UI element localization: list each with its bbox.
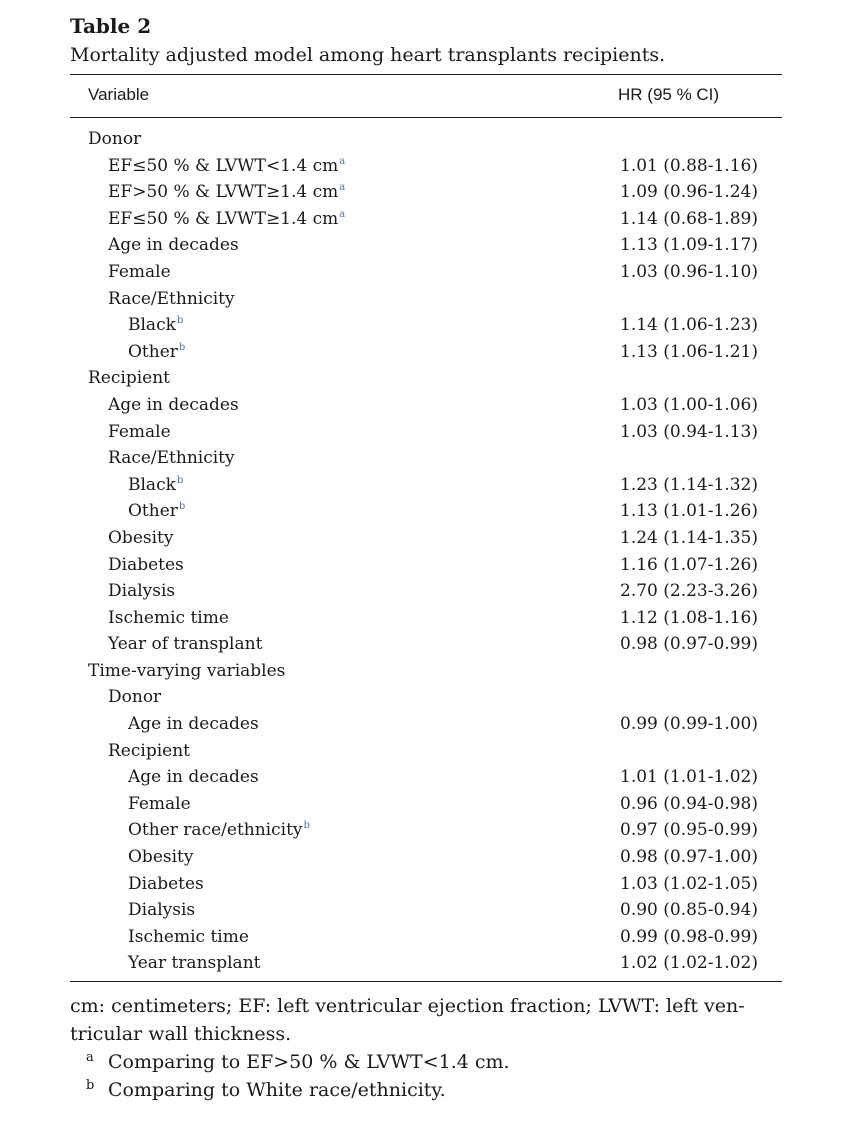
row-label-text: Ischemic time [108, 607, 229, 628]
table-row [70, 498, 782, 525]
table-row [70, 764, 782, 791]
row-label [128, 312, 183, 338]
row-label-text: Donor [88, 129, 142, 149]
footnotes [70, 1048, 782, 1104]
table-row [70, 552, 782, 579]
row-label-text: Age in decades [128, 714, 259, 735]
footnote-text: Comparing to EF>50 % & LVWT<1.4 cm. [108, 1051, 510, 1073]
table-container [70, 12, 782, 1104]
footnote-marker: b [178, 501, 186, 513]
row-hr-value: 0.96 (0.94-0.98) [620, 793, 758, 814]
row-label-text: Year of transplant [108, 634, 263, 655]
row-label-text: Obesity [108, 527, 174, 548]
row-hr-value: 1.13 (1.06-1.21) [620, 341, 758, 362]
row-hr-value: 1.23 (1.14-1.32) [620, 474, 758, 495]
row-label-text: Dialysis [108, 581, 176, 602]
row-hr-value: 1.02 (1.02-1.02) [620, 953, 758, 974]
table-row [70, 711, 782, 738]
row-label-text: Recipient [108, 740, 190, 761]
row-label-text: Black [128, 315, 176, 336]
row-hr-value: 1.01 (0.88-1.16) [620, 155, 758, 176]
table-row [70, 153, 782, 180]
table-row [70, 738, 782, 765]
row-hr-value: 1.24 (1.14-1.35) [620, 527, 758, 548]
table-row [70, 658, 782, 685]
row-hr-value: 1.01 (1.01-1.02) [620, 767, 758, 788]
table-row [70, 419, 782, 446]
table-row [70, 631, 782, 658]
row-label [128, 924, 249, 950]
row-label-text: Other [128, 341, 178, 362]
row-hr-value: 1.13 (1.01-1.26) [620, 501, 758, 522]
row-hr-value: 1.03 (0.94-1.13) [620, 421, 758, 442]
table-row [70, 365, 782, 392]
table-row [70, 817, 782, 844]
row-label [108, 259, 171, 285]
row-hr-value: 1.09 (0.96-1.24) [620, 182, 758, 203]
row-label-text: Female [108, 421, 171, 442]
row-label-text: Diabetes [128, 873, 204, 894]
row-label [108, 525, 173, 551]
row-label-text: Black [128, 474, 176, 495]
row-label [108, 419, 171, 445]
table-header [70, 75, 782, 117]
table-row [70, 339, 782, 366]
table-row [70, 179, 782, 206]
table-row [70, 445, 782, 472]
row-label [128, 791, 191, 817]
table-row [70, 791, 782, 818]
abbreviations-note: cm: centimeters; EF: left ventricular ejection fraction; LVWT: left ven-tricular wall thickness. [70, 995, 745, 1045]
table-row [70, 924, 782, 951]
row-hr-value: 1.16 (1.07-1.26) [620, 554, 758, 575]
footnote-marker: b [176, 474, 184, 486]
row-label-text: Diabetes [108, 554, 184, 575]
row-label [128, 764, 259, 790]
table-label: Table 2 [70, 14, 152, 38]
footnote-marker: b [303, 820, 310, 832]
table-row [70, 950, 782, 977]
row-label [108, 232, 239, 258]
footnote-mark: a [86, 1050, 94, 1065]
table-row [70, 844, 782, 871]
footnote-marker: a [339, 155, 346, 167]
header-hr: HR (95 % CI) [618, 85, 720, 104]
row-hr-value: 0.98 (0.97-0.99) [620, 634, 758, 655]
row-label [128, 950, 260, 976]
row-label [88, 365, 170, 391]
row-label-text: Year transplant [128, 953, 261, 974]
row-label-text: Female [128, 793, 191, 814]
row-hr-value: 1.12 (1.08-1.16) [620, 607, 758, 628]
row-label [128, 871, 204, 897]
bottom-rule [70, 981, 782, 982]
row-label-text: Other [128, 501, 178, 522]
table-row [70, 525, 782, 552]
row-hr-value: 0.99 (0.99-1.00) [620, 714, 758, 735]
header-variable: Variable [88, 85, 150, 104]
row-label-text: Time-varying variables [88, 660, 286, 681]
row-label [128, 897, 195, 923]
table-row [70, 206, 782, 233]
row-label-text: Age in decades [108, 394, 239, 415]
footnote-text: Comparing to White race/ethnicity. [108, 1079, 446, 1101]
row-label-text: Obesity [128, 847, 194, 868]
row-label [108, 684, 161, 710]
row-label-text: Age in decades [108, 235, 239, 256]
footnote [70, 1048, 782, 1076]
table-row [70, 871, 782, 898]
table-row [70, 232, 782, 259]
row-label [128, 472, 183, 498]
table-row [70, 259, 782, 286]
table-row [70, 126, 782, 153]
row-hr-value: 1.03 (1.02-1.05) [620, 873, 758, 894]
row-label [108, 179, 345, 205]
row-label [108, 445, 235, 471]
footnote-mark: b [86, 1078, 95, 1093]
row-label [128, 498, 185, 524]
table-body [70, 118, 782, 977]
row-label [108, 206, 345, 232]
row-hr-value: 0.98 (0.97-1.00) [620, 847, 758, 868]
row-label [128, 711, 259, 737]
row-label-text: Donor [108, 687, 162, 708]
row-label [108, 286, 235, 312]
table-row [70, 392, 782, 419]
row-label [108, 552, 184, 578]
row-label-text: EF≤50 % & LVWT≥1.4 cm [108, 208, 339, 229]
table-row [70, 578, 782, 605]
row-label [108, 605, 229, 631]
row-label-text: Age in decades [128, 767, 259, 788]
row-label [108, 738, 190, 764]
row-label-text: Recipient [88, 368, 170, 389]
row-label-text: Dialysis [128, 900, 196, 921]
row-label [88, 126, 141, 152]
row-label [108, 392, 239, 418]
row-label [128, 339, 185, 365]
row-hr-value: 0.97 (0.95-0.99) [620, 820, 758, 841]
footnote-marker: b [178, 341, 186, 353]
row-label-text: Race/Ethnicity [108, 288, 235, 309]
table-caption: Mortality adjusted model among heart transplants recipients. [70, 44, 666, 66]
row-hr-value: 1.03 (1.00-1.06) [620, 394, 758, 415]
table-row [70, 684, 782, 711]
row-hr-value: 1.13 (1.09-1.17) [620, 235, 758, 256]
row-label-text: Ischemic time [128, 926, 249, 947]
row-label [108, 578, 175, 604]
table-row [70, 472, 782, 499]
row-label-text: Race/Ethnicity [108, 448, 235, 469]
footnote-marker: a [339, 208, 346, 220]
footnote-marker: b [176, 315, 184, 327]
row-label-text: EF>50 % & LVWT≥1.4 cm [108, 182, 339, 203]
row-hr-value: 1.14 (1.06-1.23) [620, 315, 758, 336]
row-hr-value: 1.14 (0.68-1.89) [620, 208, 758, 229]
row-hr-value: 0.90 (0.85-0.94) [620, 900, 758, 921]
row-label [108, 153, 345, 179]
table-row [70, 286, 782, 313]
table-row [70, 605, 782, 632]
table-row [70, 312, 782, 339]
row-label [108, 631, 262, 657]
row-label-text: Other race/ethnicity [128, 820, 303, 841]
row-hr-value: 2.70 (2.23-3.26) [620, 581, 758, 602]
row-hr-value: 0.99 (0.98-0.99) [620, 926, 758, 947]
row-hr-value: 1.03 (0.96-1.10) [620, 261, 758, 282]
row-label [128, 817, 310, 843]
row-label [128, 844, 193, 870]
row-label [88, 658, 285, 684]
footnote-marker: a [339, 182, 346, 194]
row-label-text: Female [108, 261, 171, 282]
footnote [70, 1076, 782, 1104]
table-row [70, 897, 782, 924]
row-label-text: EF≤50 % & LVWT<1.4 cm [108, 155, 339, 176]
